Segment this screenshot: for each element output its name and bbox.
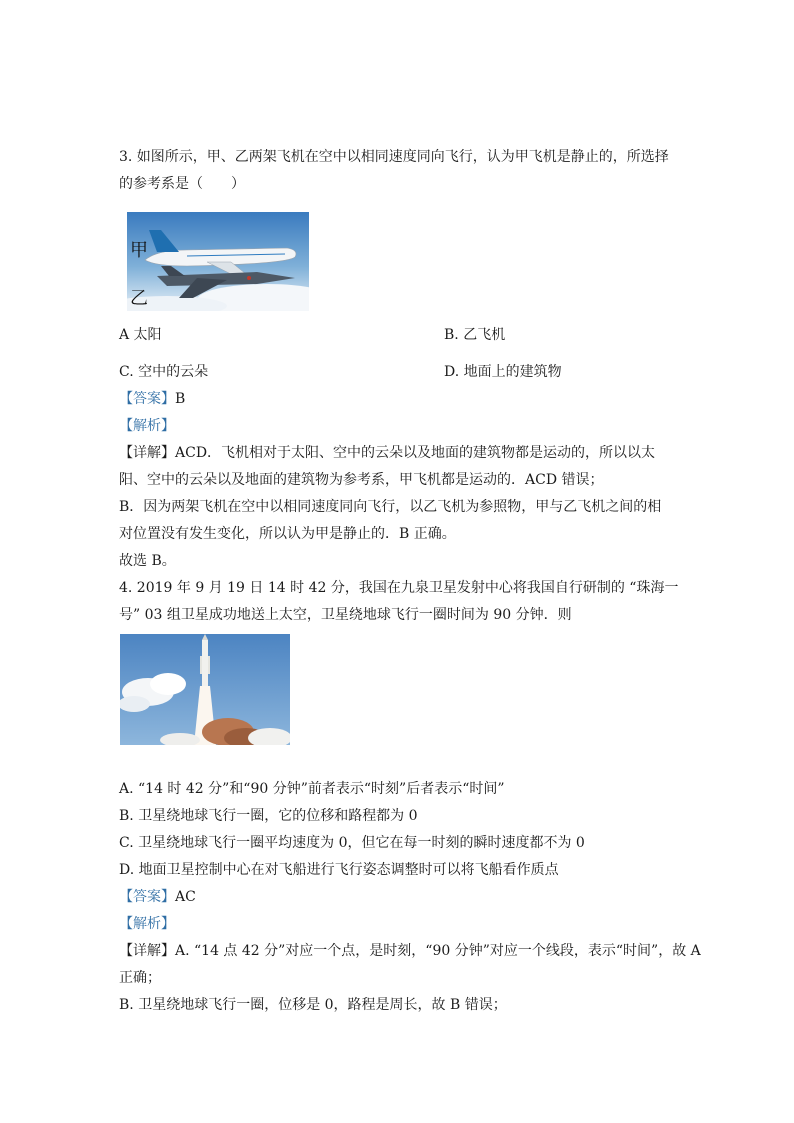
q3-option-a: A 太阳 — [119, 327, 162, 343]
q3-conclusion: 故选 B。 — [119, 553, 176, 569]
q3-option-b: B. 乙飞机 — [444, 327, 506, 343]
q4-rocket-launch-figure — [120, 634, 290, 745]
label-jia: 甲 — [130, 240, 148, 261]
q4-option-a: A. “14 时 42 分”和“90 分钟”前者表示“时刻”后者表示“时间” — [119, 781, 505, 797]
q3-answer — [119, 389, 185, 409]
q3-detail-line3: B．因为两架飞机在空中以相同速度同向飞行，以乙飞机为参照物，甲与乙飞机之间的相 — [119, 499, 662, 515]
q4-option-c: C. 卫星绕地球飞行一圈平均速度为 0，但它在每一时刻的瞬时速度都不为 0 — [119, 835, 585, 851]
q3-detail-line2: 阳、空中的云朵以及地面的建筑物为参考系，甲飞机都是运动的．ACD 错误； — [119, 472, 604, 488]
q3-option-c: C. 空中的云朵 — [119, 364, 209, 380]
q4-option-d: D. 地面卫星控制中心在对飞船进行飞行姿态调整时可以将飞船看作质点 — [119, 862, 559, 878]
detail-tag: 【详解】 — [119, 445, 175, 461]
q4-detail-line1 — [119, 941, 701, 961]
q4-answer — [119, 887, 196, 907]
q4-stem-line2: 号” 03 组卫星成功地送上太空，卫星绕地球飞行一圈时间为 90 分钟．则 — [119, 607, 572, 623]
q4-option-b: B. 卫星绕地球飞行一圈，它的位移和路程都为 0 — [119, 808, 418, 824]
answer-tag: 【答案】 — [119, 889, 175, 905]
q3-detail-line1 — [119, 443, 655, 463]
detail-text: A. “14 点 42 分”对应一个点，是时刻，“90 分钟”对应一个线段，表示“时间”，故 A — [175, 943, 701, 959]
q3-option-d: D. 地面上的建筑物 — [444, 364, 562, 380]
q3-analysis-tag: 【解析】 — [119, 418, 175, 434]
q4-detail-line3: B. 卫星绕地球飞行一圈，位移是 0，路程是周长，故 B 错误； — [119, 997, 507, 1013]
q3-airplanes-figure — [127, 212, 309, 311]
detail-text: ACD．飞机相对于太阳、空中的云朵以及地面的建筑物都是运动的，所以以太 — [175, 445, 656, 461]
answer-tag: 【答案】 — [119, 391, 175, 407]
q3-stem-line2: 的参考系是（ ） — [119, 176, 245, 192]
answer-value: B — [175, 391, 186, 407]
q4-detail-line2: 正确； — [119, 970, 161, 986]
q4-stem-line1: 4. 2019 年 9 月 19 日 14 时 42 分，我国在九泉卫星发射中心将我国自行研制的 “珠海一 — [119, 580, 679, 596]
q3-detail-line4: 对位置没有发生变化，所以认为甲是静止的．B 正确。 — [119, 526, 456, 542]
detail-tag: 【详解】 — [119, 943, 175, 959]
answer-value: AC — [175, 889, 196, 905]
label-yi: 乙 — [130, 288, 148, 309]
q3-stem-line1: 3. 如图所示，甲、乙两架飞机在空中以相同速度同向飞行，认为甲飞机是静止的，所选择 — [119, 149, 669, 165]
q4-analysis-tag: 【解析】 — [119, 916, 175, 932]
